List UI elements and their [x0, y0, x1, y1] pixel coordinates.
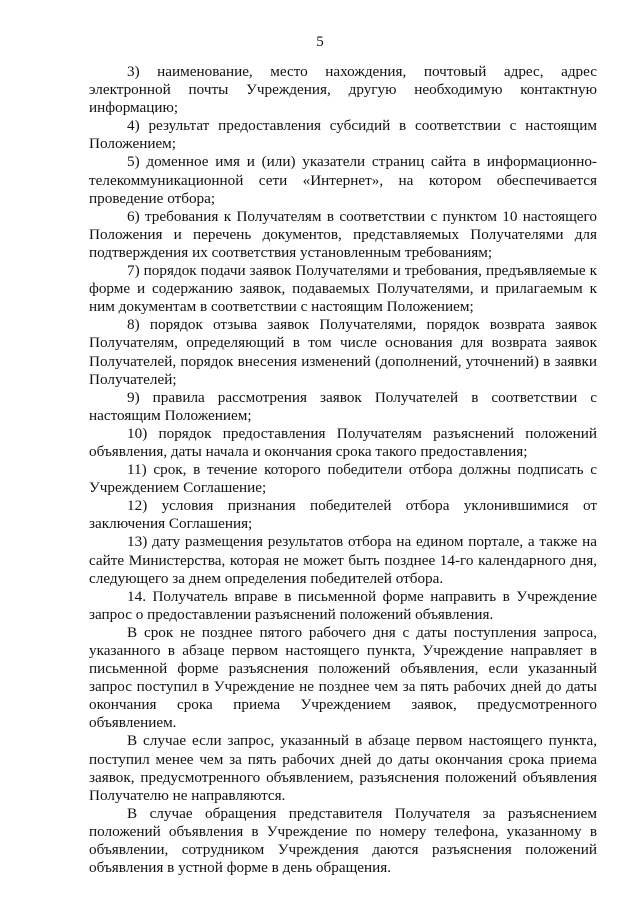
paragraph-item-8: 8) порядок отзыва заявок Получателями, порядок возврата заявок Получателям, определяющий в том числе основания для возврата заявок Получателей, порядок внесения изменений (дополнений, уточнений) в заявки Получателей;	[89, 316, 597, 388]
paragraph-response-deadline: В срок не позднее пятого рабочего дня с даты поступления запроса, указанного в абзаце первом настоящего пункта, Учреждение направляет в письменной форме разъяснения положений объявления, если указанный запрос поступил в Учреждение не позднее чем за пять рабочих дней до даты окончания срока приема Учреждением заявок, предусмотренного объявлением.	[89, 623, 597, 732]
paragraph-item-12: 12) условия признания победителей отбора уклонившимися от заключения Соглашения;	[89, 497, 597, 533]
paragraph-item-3: 3) наименование, место нахождения, почтовый адрес, адрес электронной почты Учреждения, другую необходимую контактную информацию;	[89, 63, 597, 117]
paragraph-item-11: 11) срок, в течение которого победители отбора должны подписать с Учреждением Соглашение;	[89, 461, 597, 497]
paragraph-late-request: В случае если запрос, указанный в абзаце первом настоящего пункта, поступил менее чем за пять рабочих дней до даты окончания срока приема заявок, предусмотренного объявлением, разъяснения положений объявления Получателю не направляются.	[89, 732, 597, 804]
paragraph-clause-14: 14. Получатель вправе в письменной форме направить в Учреждение запрос о предоставлении разъяснений положений объявления.	[89, 587, 597, 623]
paragraph-item-7: 7) порядок подачи заявок Получателями и требования, предъявляемые к форме и содержанию заявок, подаваемых Получателями, и прилагаемым к ним документам в соответствии с настоящим Положением;	[89, 262, 597, 316]
paragraph-phone-request: В случае обращения представителя Получателя за разъяснением положений объявления в Учреждение по номеру телефона, указанному в объявлении, сотрудником Учреждения даются разъяснения положений объявления в устной форме в день обращения.	[89, 804, 597, 877]
page-number: 5	[316, 34, 324, 50]
paragraph-item-10: 10) порядок предоставления Получателям разъяснений положений объявления, даты начала и окончания срока такого предоставления;	[89, 424, 597, 460]
paragraph-item-6: 6) требования к Получателям в соответствии с пунктом 10 настоящего Положения и перечень документов, представляемых Получателями для подтверждения их соответствия установленным требованиям;	[89, 207, 597, 261]
paragraph-item-9: 9) правила рассмотрения заявок Получателей в соответствии с настоящим Положением;	[89, 388, 597, 424]
paragraph-item-4: 4) результат предоставления субсидий в соответствии с настоящим Положением;	[89, 117, 597, 153]
document-body	[89, 63, 597, 877]
paragraph-item-13: 13) дату размещения результатов отбора на едином портале, а также на сайте Министерства, которая не может быть позднее 14-го календарного дня, следующего за днем определения победителей отбора.	[89, 533, 597, 587]
paragraph-item-5: 5) доменное имя и (или) указатели страниц сайта в информационно-телекоммуникационной сети «Интернет», на котором обеспечивается проведение отбора;	[89, 153, 597, 207]
